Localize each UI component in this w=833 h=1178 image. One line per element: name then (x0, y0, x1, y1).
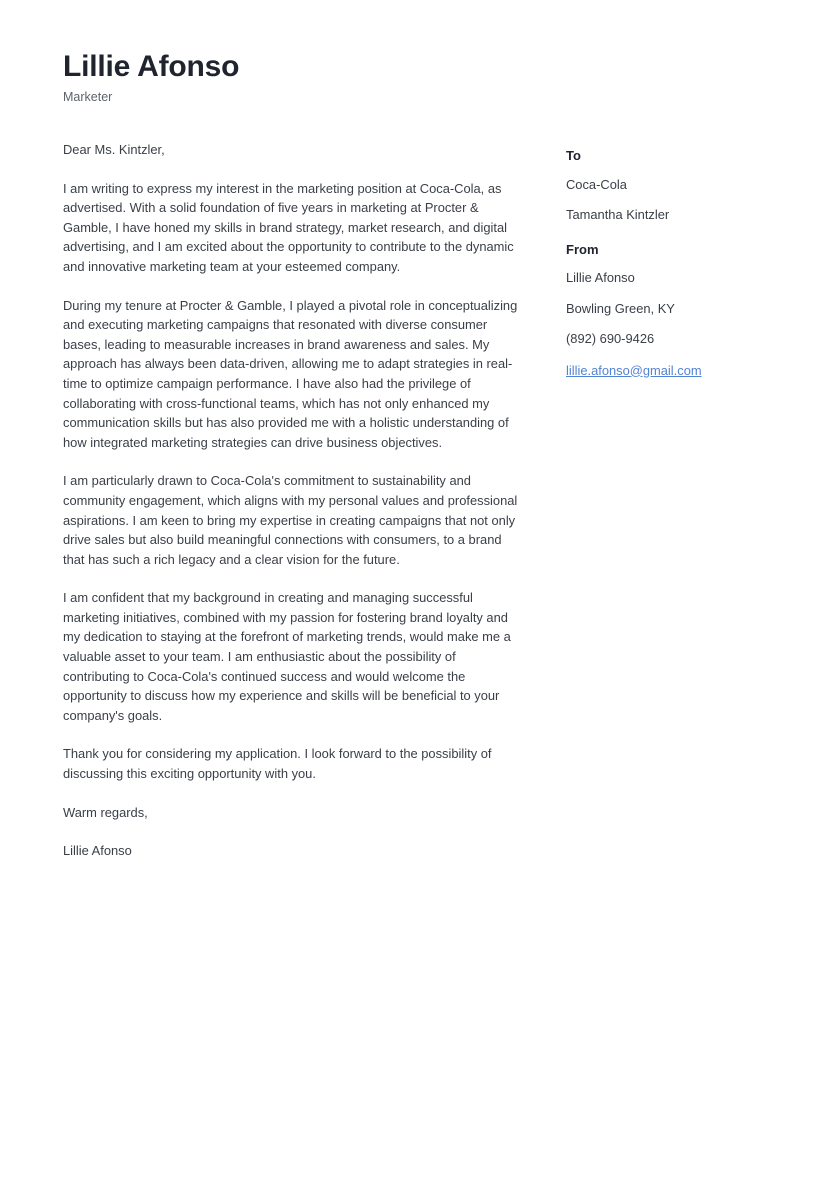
letter-paragraph: During my tenure at Procter & Gamble, I played a pivotal role in conceptualizing and executing marketing campaigns that resonated with diverse consumer bases, leading to measurable increases in brand awareness and sales. My approach has always been data-driven, allowing me to adapt strategies in real-time to optimize campaign performance. I have also had the privilege of collaborating with cross-functional teams, which has not only enhanced my communication skills but has also provided me with a holistic understanding of how integrated marketing strategies can drive business objectives. (63, 297, 518, 450)
sender-heading: From (566, 241, 599, 257)
signature-name: Lillie Afonso (63, 843, 132, 859)
contact-sidebar (566, 148, 796, 380)
letter-paragraph: I am particularly drawn to Coca-Cola's commitment to sustainability and community engagement, which aligns with my personal values and professional aspirations. I am keen to bring my expertise in creating campaigns that not only drive sales but also build meaningful connections with consumers, to a brand that has such a rich legacy and a clear vision for the future. (63, 473, 518, 567)
letter-header (63, 50, 703, 105)
letter-paragraph: I am confident that my background in creating and managing successful marketing initiatives, combined with my passion for fostering brand loyalty and my dedication to staying at the forefront of marketing trends, would make me a valuable asset to your team. I am enthusiastic about the possibility of contributing to Coca-Cola's continued success and would welcome the opportunity to discuss how my experience and skills will be beneficial to your company's goals. (63, 590, 511, 723)
salutation: Dear Ms. Kintzler, (63, 142, 165, 157)
sender-name: Lillie Afonso (566, 270, 635, 286)
recipient-block (566, 148, 796, 223)
letter-paragraph: Thank you for considering my application. I look forward to the possibility of discussing this exciting opportunity with you. (63, 746, 492, 782)
recipient-company: Coca-Cola (566, 176, 627, 192)
letter-paragraph: I am writing to express my interest in the marketing position at Coca-Cola, as advertised. With a solid foundation of five years in marketing at Procter & Gamble, I have honed my skills in brand strategy, market research, and digital advertising, and I am excited about the opportunity to contribute to the dynamic and innovative marketing team at your esteemed company. (63, 180, 514, 274)
sender-block (566, 242, 796, 380)
sender-phone: (892) 690-9426 (566, 331, 655, 347)
recipient-heading: To (566, 148, 581, 163)
applicant-role: Marketer (63, 89, 113, 104)
sender-email-link[interactable]: lillie.afonso@gmail.com (566, 362, 702, 378)
sender-location: Bowling Green, KY (566, 300, 675, 316)
applicant-name: Lillie Afonso (63, 50, 240, 83)
recipient-person: Tamantha Kintzler (566, 207, 670, 223)
sign-off: Warm regards, (63, 804, 148, 820)
letter-body (63, 140, 521, 861)
